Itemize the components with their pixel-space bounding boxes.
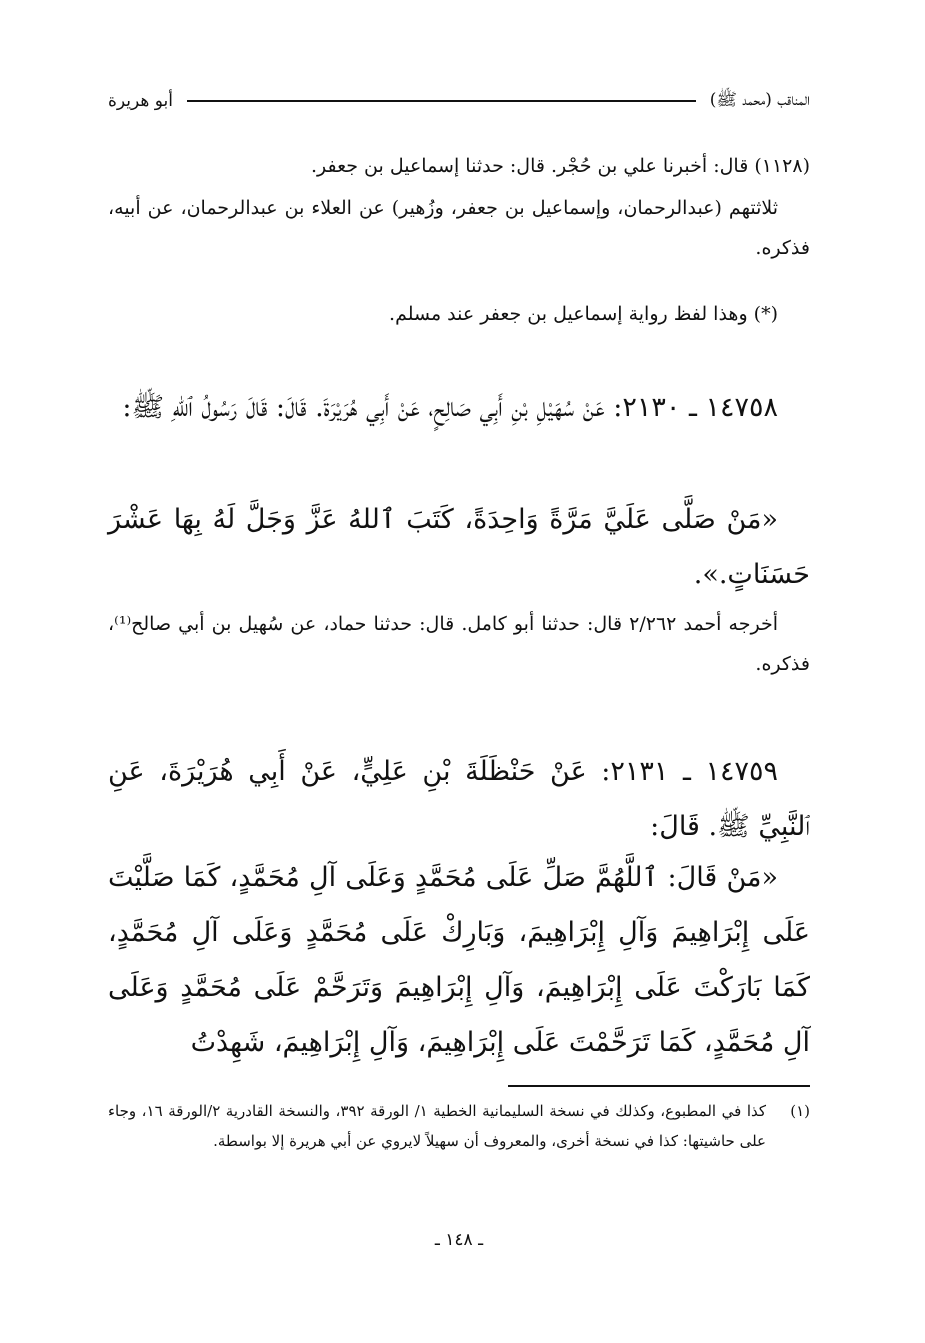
running-header [108, 84, 810, 118]
hadith-1-takhrij: أخرجه أحمد ٢/٢٦٢ قال: حدثنا أبو كامل. قال: حدثنا حماد، عن سُهيل بن أبي صالح⁽¹⁾، فذكره. [108, 613, 810, 675]
footnote-text: كذا في المطبوع، وكذلك في نسخة السليمانية الخطية ١/ الورقة ٣٩٢، والنسخة القادرية ٢/الورقة ١٦، وجاء على حاشيتها: كذا في نسخة أخرى، والمعروف أن سهيلاً لايروي عن أبي هريرة إلا بواسطة. [108, 1102, 767, 1150]
hadith-1-isnad: ١٤٧٥٨ ـ ٢١٣٠: عَنْ سُهَيْلِ بْنِ أَبِي صَالِحٍ، عَنْ أَبِي هُرَيْرَةَ. قَالَ: قَالَ رَسُولُ ٱللهِ ﷺ: [122, 392, 778, 423]
footnote [108, 1096, 810, 1156]
hadith-1-matn: «مَنْ صَلَّى عَلَيَّ مَرَّةً وَاحِدَةً، كَتَبَ ٱللهُ عَزَّ وَجَلَّ لَهُ بِهَا عَشْرَ حَسَنَاتٍ.». [108, 504, 810, 590]
page-number: ـ ١٤٨ ـ [434, 1230, 484, 1250]
narrator-name: أبو هريرة [108, 91, 174, 111]
intro-paragraph: ثلاثتهم (عبدالرحمان، وإسماعيل بن جعفر، وزُهير) عن العلاء بن عبدالرحمان، عن أبيه، فذكره. [108, 197, 810, 259]
intro-note: (*) وهذا لفظ رواية إسماعيل بن جعفر عند مسلم. [389, 303, 778, 325]
hadith-2-matn: «مَنْ قَالَ: ٱللَّهُمَّ صَلِّ عَلَى مُحَمَّدٍ وَعَلَى آلِ مُحَمَّدٍ، كَمَا صَلَّيْتَ عَلَى إِبْرَاهِيمَ وَآلِ إِبْرَاهِيمَ، وَبَارِكْ عَلَى مُحَمَّدٍ وَعَلَى آلِ مُحَمَّدٍ، كَمَا بَارَكْتَ عَلَى إِبْرَاهِيمَ، وَآلِ إِبْرَاهِيمَ وَتَرَحَّمْ عَلَى مُحَمَّدٍ وَعَلَى آلِ مُحَمَّدٍ، كَمَا تَرَحَّمْتَ عَلَى إِبْرَاهِيمَ، وَآلِ إِبْرَاهِيمَ، شَهِدْتُ [108, 862, 810, 1058]
intro-line: (١١٢٨) قال: أخبرنا علي بن حُجْر. قال: حدثنا إسماعيل بن جعفر. [310, 155, 810, 177]
hadith-2-isnad: ١٤٧٥٩ ـ ٢١٣١: عَنْ حَنْظَلَةَ بْنِ عَلِيٍّ، عَنْ أَبِي هُرَيْرَةَ، عَنِ ٱلنَّبِيِّ ﷺ. قَالَ: [108, 756, 810, 842]
book-page [108, 84, 810, 1284]
footnote-rule [508, 1085, 810, 1087]
chapter-title: المناقب (محمد ﷺ) [709, 89, 810, 110]
footnote-number: (١) [790, 1102, 810, 1120]
header-rule [187, 100, 696, 102]
